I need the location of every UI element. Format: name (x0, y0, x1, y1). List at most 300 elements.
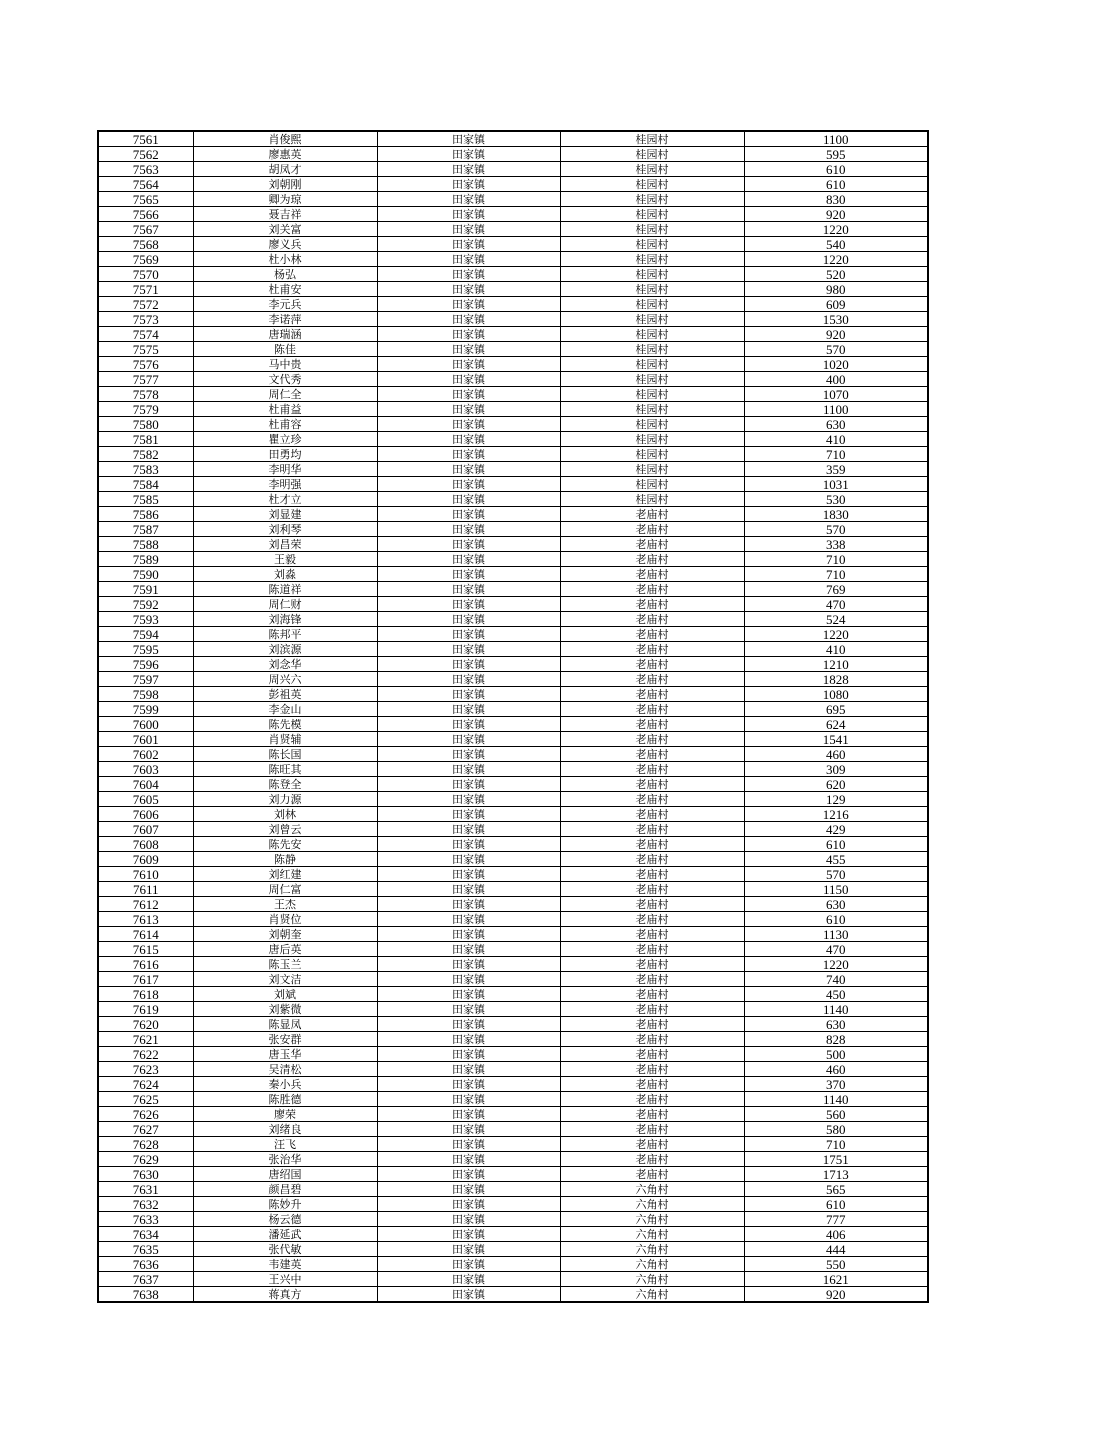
village-cell: 六角村 (560, 1272, 744, 1287)
table-row (98, 702, 928, 717)
amount-cell: 610 (744, 1197, 928, 1212)
table-row (98, 957, 928, 972)
town-cell: 田家镇 (377, 192, 560, 207)
row-number-cell: 7580 (98, 417, 193, 432)
amount-cell: 830 (744, 192, 928, 207)
village-cell: 六角村 (560, 1182, 744, 1197)
amount-cell: 400 (744, 372, 928, 387)
table-row (98, 747, 928, 762)
table-row (98, 627, 928, 642)
row-number-cell: 7574 (98, 327, 193, 342)
village-cell: 桂园村 (560, 387, 744, 402)
name-cell: 李元兵 (193, 297, 377, 312)
row-number-cell: 7629 (98, 1152, 193, 1167)
town-cell: 田家镇 (377, 177, 560, 192)
name-cell: 秦小兵 (193, 1077, 377, 1092)
table-row (98, 1032, 928, 1047)
data-table (97, 130, 929, 1303)
row-number-cell: 7612 (98, 897, 193, 912)
amount-cell: 1100 (744, 402, 928, 417)
row-number-cell: 7569 (98, 252, 193, 267)
name-cell: 杜甫安 (193, 282, 377, 297)
town-cell: 田家镇 (377, 642, 560, 657)
amount-cell: 550 (744, 1257, 928, 1272)
village-cell: 桂园村 (560, 477, 744, 492)
town-cell: 田家镇 (377, 1137, 560, 1152)
name-cell: 陈静 (193, 852, 377, 867)
table-row (98, 252, 928, 267)
name-cell: 聂吉祥 (193, 207, 377, 222)
name-cell: 李金山 (193, 702, 377, 717)
town-cell: 田家镇 (377, 882, 560, 897)
village-cell: 老庙村 (560, 552, 744, 567)
town-cell: 田家镇 (377, 222, 560, 237)
village-cell: 老庙村 (560, 732, 744, 747)
table-row (98, 762, 928, 777)
village-cell: 老庙村 (560, 702, 744, 717)
table-body (98, 131, 928, 1302)
town-cell: 田家镇 (377, 1062, 560, 1077)
name-cell: 周仁富 (193, 882, 377, 897)
town-cell: 田家镇 (377, 477, 560, 492)
village-cell: 老庙村 (560, 1137, 744, 1152)
amount-cell: 1020 (744, 357, 928, 372)
table-row (98, 327, 928, 342)
name-cell: 唐绍国 (193, 1167, 377, 1182)
name-cell: 周兴六 (193, 672, 377, 687)
name-cell: 杜甫容 (193, 417, 377, 432)
row-number-cell: 7565 (98, 192, 193, 207)
row-number-cell: 7562 (98, 147, 193, 162)
town-cell: 田家镇 (377, 807, 560, 822)
table-row (98, 387, 928, 402)
village-cell: 老庙村 (560, 1017, 744, 1032)
name-cell: 刘关富 (193, 222, 377, 237)
town-cell: 田家镇 (377, 612, 560, 627)
amount-cell: 1220 (744, 252, 928, 267)
row-number-cell: 7618 (98, 987, 193, 1002)
table-row (98, 897, 928, 912)
name-cell: 潘延武 (193, 1227, 377, 1242)
name-cell: 陈登全 (193, 777, 377, 792)
name-cell: 颜昌碧 (193, 1182, 377, 1197)
amount-cell: 1100 (744, 131, 928, 147)
name-cell: 瞿立珍 (193, 432, 377, 447)
town-cell: 田家镇 (377, 147, 560, 162)
amount-cell: 595 (744, 147, 928, 162)
row-number-cell: 7622 (98, 1047, 193, 1062)
town-cell: 田家镇 (377, 387, 560, 402)
village-cell: 老庙村 (560, 867, 744, 882)
name-cell: 刘淼 (193, 567, 377, 582)
row-number-cell: 7626 (98, 1107, 193, 1122)
name-cell: 刘紫微 (193, 1002, 377, 1017)
name-cell: 廖义兵 (193, 237, 377, 252)
table-row (98, 131, 928, 147)
village-cell: 桂园村 (560, 492, 744, 507)
town-cell: 田家镇 (377, 327, 560, 342)
town-cell: 田家镇 (377, 282, 560, 297)
amount-cell: 520 (744, 267, 928, 282)
village-cell: 老庙村 (560, 747, 744, 762)
row-number-cell: 7599 (98, 702, 193, 717)
village-cell: 桂园村 (560, 327, 744, 342)
table-row (98, 462, 928, 477)
amount-cell: 560 (744, 1107, 928, 1122)
name-cell: 张治华 (193, 1152, 377, 1167)
town-cell: 田家镇 (377, 1092, 560, 1107)
amount-cell: 828 (744, 1032, 928, 1047)
name-cell: 刘朝奎 (193, 927, 377, 942)
table-row (98, 732, 928, 747)
row-number-cell: 7568 (98, 237, 193, 252)
village-cell: 六角村 (560, 1257, 744, 1272)
name-cell: 廖荣 (193, 1107, 377, 1122)
village-cell: 老庙村 (560, 567, 744, 582)
table-row (98, 282, 928, 297)
town-cell: 田家镇 (377, 1107, 560, 1122)
village-cell: 桂园村 (560, 131, 744, 147)
amount-cell: 1070 (744, 387, 928, 402)
amount-cell: 624 (744, 717, 928, 732)
village-cell: 老庙村 (560, 717, 744, 732)
table-row (98, 987, 928, 1002)
name-cell: 彭祖英 (193, 687, 377, 702)
town-cell: 田家镇 (377, 447, 560, 462)
village-cell: 六角村 (560, 1212, 744, 1227)
amount-cell: 777 (744, 1212, 928, 1227)
amount-cell: 710 (744, 1137, 928, 1152)
name-cell: 刘红建 (193, 867, 377, 882)
table-row (98, 612, 928, 627)
town-cell: 田家镇 (377, 462, 560, 477)
amount-cell: 450 (744, 987, 928, 1002)
amount-cell: 460 (744, 1062, 928, 1077)
table-row (98, 297, 928, 312)
town-cell: 田家镇 (377, 342, 560, 357)
row-number-cell: 7561 (98, 131, 193, 147)
row-number-cell: 7605 (98, 792, 193, 807)
table-row (98, 1122, 928, 1137)
village-cell: 老庙村 (560, 672, 744, 687)
village-cell: 老庙村 (560, 837, 744, 852)
row-number-cell: 7638 (98, 1287, 193, 1303)
row-number-cell: 7590 (98, 567, 193, 582)
table-row (98, 402, 928, 417)
village-cell: 老庙村 (560, 1152, 744, 1167)
row-number-cell: 7573 (98, 312, 193, 327)
amount-cell: 580 (744, 1122, 928, 1137)
amount-cell: 1220 (744, 957, 928, 972)
amount-cell: 609 (744, 297, 928, 312)
name-cell: 唐玉华 (193, 1047, 377, 1062)
name-cell: 张代敏 (193, 1242, 377, 1257)
table-row (98, 162, 928, 177)
table-row (98, 882, 928, 897)
name-cell: 周仁全 (193, 387, 377, 402)
town-cell: 田家镇 (377, 627, 560, 642)
amount-cell: 630 (744, 1017, 928, 1032)
amount-cell: 410 (744, 642, 928, 657)
village-cell: 六角村 (560, 1227, 744, 1242)
town-cell: 田家镇 (377, 717, 560, 732)
row-number-cell: 7571 (98, 282, 193, 297)
table-row (98, 447, 928, 462)
table-row (98, 1017, 928, 1032)
village-cell: 老庙村 (560, 537, 744, 552)
row-number-cell: 7606 (98, 807, 193, 822)
amount-cell: 1530 (744, 312, 928, 327)
amount-cell: 980 (744, 282, 928, 297)
table-row (98, 972, 928, 987)
village-cell: 桂园村 (560, 237, 744, 252)
amount-cell: 1830 (744, 507, 928, 522)
amount-cell: 610 (744, 162, 928, 177)
table-row (98, 357, 928, 372)
town-cell: 田家镇 (377, 131, 560, 147)
amount-cell: 920 (744, 207, 928, 222)
table-row (98, 417, 928, 432)
town-cell: 田家镇 (377, 912, 560, 927)
row-number-cell: 7603 (98, 762, 193, 777)
row-number-cell: 7564 (98, 177, 193, 192)
town-cell: 田家镇 (377, 1272, 560, 1287)
town-cell: 田家镇 (377, 432, 560, 447)
amount-cell: 570 (744, 867, 928, 882)
amount-cell: 1140 (744, 1002, 928, 1017)
name-cell: 刘林 (193, 807, 377, 822)
table-row (98, 942, 928, 957)
amount-cell: 1541 (744, 732, 928, 747)
town-cell: 田家镇 (377, 1017, 560, 1032)
table-row (98, 1002, 928, 1017)
village-cell: 老庙村 (560, 882, 744, 897)
village-cell: 老庙村 (560, 1002, 744, 1017)
name-cell: 刘力源 (193, 792, 377, 807)
amount-cell: 309 (744, 762, 928, 777)
row-number-cell: 7614 (98, 927, 193, 942)
village-cell: 老庙村 (560, 507, 744, 522)
amount-cell: 710 (744, 567, 928, 582)
village-cell: 老庙村 (560, 972, 744, 987)
row-number-cell: 7589 (98, 552, 193, 567)
row-number-cell: 7563 (98, 162, 193, 177)
amount-cell: 1130 (744, 927, 928, 942)
name-cell: 周仁财 (193, 597, 377, 612)
table-row (98, 672, 928, 687)
name-cell: 田勇均 (193, 447, 377, 462)
town-cell: 田家镇 (377, 672, 560, 687)
amount-cell: 444 (744, 1242, 928, 1257)
row-number-cell: 7592 (98, 597, 193, 612)
name-cell: 肖贤辅 (193, 732, 377, 747)
village-cell: 老庙村 (560, 657, 744, 672)
town-cell: 田家镇 (377, 702, 560, 717)
name-cell: 杜甫益 (193, 402, 377, 417)
town-cell: 田家镇 (377, 207, 560, 222)
amount-cell: 338 (744, 537, 928, 552)
town-cell: 田家镇 (377, 1242, 560, 1257)
table-row (98, 1137, 928, 1152)
village-cell: 桂园村 (560, 252, 744, 267)
town-cell: 田家镇 (377, 822, 560, 837)
village-cell: 桂园村 (560, 357, 744, 372)
row-number-cell: 7579 (98, 402, 193, 417)
village-cell: 老庙村 (560, 807, 744, 822)
table-row (98, 1257, 928, 1272)
amount-cell: 610 (744, 837, 928, 852)
table-row (98, 1227, 928, 1242)
row-number-cell: 7611 (98, 882, 193, 897)
village-cell: 老庙村 (560, 1122, 744, 1137)
name-cell: 文代秀 (193, 372, 377, 387)
row-number-cell: 7632 (98, 1197, 193, 1212)
village-cell: 桂园村 (560, 282, 744, 297)
name-cell: 刘昌荣 (193, 537, 377, 552)
table-row (98, 267, 928, 282)
town-cell: 田家镇 (377, 1167, 560, 1182)
town-cell: 田家镇 (377, 852, 560, 867)
amount-cell: 129 (744, 792, 928, 807)
village-cell: 老庙村 (560, 762, 744, 777)
name-cell: 刘显建 (193, 507, 377, 522)
table-row (98, 822, 928, 837)
table-row (98, 1092, 928, 1107)
amount-cell: 470 (744, 597, 928, 612)
row-number-cell: 7576 (98, 357, 193, 372)
village-cell: 老庙村 (560, 627, 744, 642)
table-row (98, 522, 928, 537)
data-table-container (97, 130, 927, 1303)
town-cell: 田家镇 (377, 267, 560, 282)
name-cell: 唐瑞涵 (193, 327, 377, 342)
town-cell: 田家镇 (377, 972, 560, 987)
village-cell: 老庙村 (560, 1032, 744, 1047)
table-row (98, 777, 928, 792)
town-cell: 田家镇 (377, 297, 560, 312)
amount-cell: 1621 (744, 1272, 928, 1287)
town-cell: 田家镇 (377, 762, 560, 777)
village-cell: 老庙村 (560, 852, 744, 867)
village-cell: 老庙村 (560, 1062, 744, 1077)
row-number-cell: 7609 (98, 852, 193, 867)
row-number-cell: 7635 (98, 1242, 193, 1257)
table-row (98, 372, 928, 387)
table-row (98, 1107, 928, 1122)
amount-cell: 1150 (744, 882, 928, 897)
name-cell: 陈道祥 (193, 582, 377, 597)
amount-cell: 610 (744, 912, 928, 927)
town-cell: 田家镇 (377, 927, 560, 942)
row-number-cell: 7628 (98, 1137, 193, 1152)
table-row (98, 192, 928, 207)
amount-cell: 429 (744, 822, 928, 837)
row-number-cell: 7620 (98, 1017, 193, 1032)
row-number-cell: 7607 (98, 822, 193, 837)
amount-cell: 620 (744, 777, 928, 792)
row-number-cell: 7623 (98, 1062, 193, 1077)
table-row (98, 1062, 928, 1077)
name-cell: 杨云德 (193, 1212, 377, 1227)
name-cell: 肖俊熙 (193, 131, 377, 147)
town-cell: 田家镇 (377, 357, 560, 372)
amount-cell: 740 (744, 972, 928, 987)
town-cell: 田家镇 (377, 987, 560, 1002)
town-cell: 田家镇 (377, 522, 560, 537)
name-cell: 刘海锋 (193, 612, 377, 627)
table-row (98, 867, 928, 882)
town-cell: 田家镇 (377, 372, 560, 387)
name-cell: 胡凤才 (193, 162, 377, 177)
amount-cell: 920 (744, 327, 928, 342)
town-cell: 田家镇 (377, 687, 560, 702)
town-cell: 田家镇 (377, 1227, 560, 1242)
table-row (98, 207, 928, 222)
village-cell: 老庙村 (560, 777, 744, 792)
name-cell: 杜才立 (193, 492, 377, 507)
village-cell: 老庙村 (560, 1167, 744, 1182)
table-row (98, 1047, 928, 1062)
amount-cell: 470 (744, 942, 928, 957)
name-cell: 刘朝刚 (193, 177, 377, 192)
amount-cell: 540 (744, 237, 928, 252)
town-cell: 田家镇 (377, 942, 560, 957)
town-cell: 田家镇 (377, 747, 560, 762)
row-number-cell: 7636 (98, 1257, 193, 1272)
table-row (98, 1077, 928, 1092)
row-number-cell: 7585 (98, 492, 193, 507)
name-cell: 肖贤位 (193, 912, 377, 927)
name-cell: 马中贵 (193, 357, 377, 372)
town-cell: 田家镇 (377, 417, 560, 432)
table-row (98, 342, 928, 357)
village-cell: 老庙村 (560, 912, 744, 927)
amount-cell: 359 (744, 462, 928, 477)
table-row (98, 807, 928, 822)
village-cell: 桂园村 (560, 417, 744, 432)
town-cell: 田家镇 (377, 597, 560, 612)
village-cell: 老庙村 (560, 822, 744, 837)
row-number-cell: 7578 (98, 387, 193, 402)
town-cell: 田家镇 (377, 867, 560, 882)
town-cell: 田家镇 (377, 792, 560, 807)
town-cell: 田家镇 (377, 1122, 560, 1137)
name-cell: 王兴中 (193, 1272, 377, 1287)
town-cell: 田家镇 (377, 1182, 560, 1197)
row-number-cell: 7624 (98, 1077, 193, 1092)
table-row (98, 567, 928, 582)
table-row (98, 687, 928, 702)
row-number-cell: 7630 (98, 1167, 193, 1182)
name-cell: 张安群 (193, 1032, 377, 1047)
amount-cell: 1031 (744, 477, 928, 492)
name-cell: 李明华 (193, 462, 377, 477)
table-row (98, 642, 928, 657)
amount-cell: 695 (744, 702, 928, 717)
town-cell: 田家镇 (377, 567, 560, 582)
village-cell: 桂园村 (560, 297, 744, 312)
village-cell: 老庙村 (560, 1092, 744, 1107)
town-cell: 田家镇 (377, 402, 560, 417)
town-cell: 田家镇 (377, 552, 560, 567)
village-cell: 老庙村 (560, 687, 744, 702)
name-cell: 刘曾云 (193, 822, 377, 837)
name-cell: 蒋真方 (193, 1287, 377, 1303)
town-cell: 田家镇 (377, 957, 560, 972)
name-cell: 刘念华 (193, 657, 377, 672)
amount-cell: 920 (744, 1287, 928, 1303)
amount-cell: 769 (744, 582, 928, 597)
